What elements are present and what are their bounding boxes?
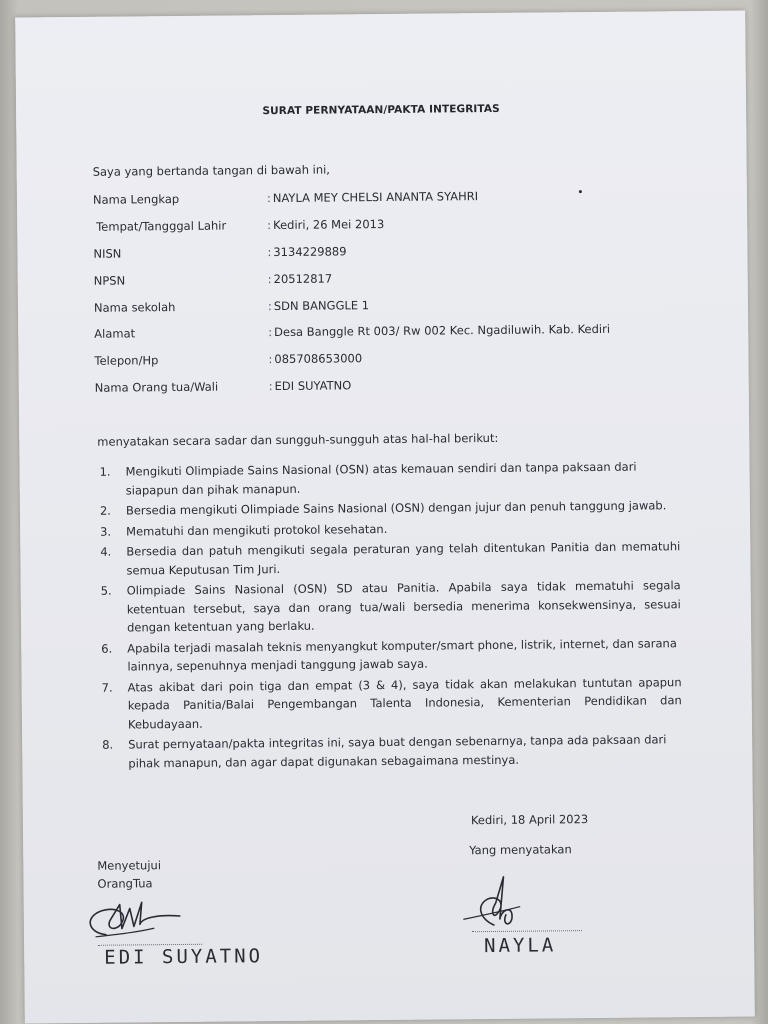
signer-left-sublabel: OrangTua — [97, 876, 153, 891]
field-value: : Kediri, 26 Mei 2013 — [267, 217, 384, 232]
field-label: Nama Lengkap — [92, 191, 180, 207]
list-item — [101, 576, 682, 637]
field-label: Nama sekolah — [93, 300, 176, 315]
field-label: Tempat/Tangggal Lahir — [96, 218, 227, 234]
list-item — [102, 730, 682, 773]
list-item-text: Surat pernyataan/pakta integritas ini, saya buat dengan sebenarnya, tanpa ada paksaan dari pihak manapun, dan agar dapat digunakan sebagaimana mestinya. — [128, 732, 667, 770]
signer-right-label: Yang menyatakan — [469, 842, 572, 858]
field-value: : 3134229889 — [267, 244, 346, 259]
list-item — [100, 537, 680, 580]
list-item — [101, 634, 681, 677]
intro-text: Saya yang bertanda tangan di bawah ini, — [92, 162, 331, 179]
document-title: SURAT PERNYATAAN/PAKTA INTEGRITAS — [262, 102, 500, 118]
list-item-text: Mematuhi dan mengikuti protokol kesehatan. — [126, 521, 388, 538]
list-item — [99, 457, 679, 500]
list-item-number: 2. — [99, 503, 111, 518]
field-value: : NAYLA MEY CHELSI ANANTA SYAHRI — [267, 189, 478, 205]
student-signature — [453, 868, 544, 939]
points-list — [99, 457, 682, 775]
field-value: : 20512817 — [268, 271, 333, 286]
place-date: Kediri, 18 April 2023 — [470, 812, 589, 828]
field-label: Nama Orang tua/Wali — [94, 379, 219, 395]
list-item-text: Bersedia mengikuti Olimpiade Sains Nasional (OSN) dengan jujur dan penuh tanggung jawab. — [125, 498, 667, 518]
list-item-number: 7. — [101, 680, 113, 695]
parent-signature — [76, 894, 196, 945]
list-item-text: Bersedia dan patuh mengikuti segala peraturan yang telah ditentukan Panitia dan mematuhi semua Keputusan Tim Juri. — [126, 539, 681, 577]
document-page — [15, 11, 755, 1024]
list-item-text: Olimpiade Sains Nasional (OSN) SD atau Panitia. Apabila saya tidak mematuhi segala ketentuan tersebut, saya dan orang tua/wali bersedia menerima konsekwensinya, sesuai dengan ketentuan yang berlaku. — [126, 578, 681, 635]
list-item-number: 4. — [100, 544, 112, 559]
field-value: : 085708653000 — [268, 351, 362, 366]
list-item — [102, 673, 683, 734]
signer-left-label: Menyetujui — [97, 858, 162, 873]
statement-text: menyatakan secara sadar dan sungguh-sungguh atas hal-hal berikut: — [97, 430, 499, 449]
student-name-handwritten: NAYLA — [484, 934, 557, 958]
list-item-number: 5. — [100, 583, 112, 598]
list-item-text: Apabila terjadi masalah teknis menyangkut komputer/smart phone, listrik, internet, dan sarana lainnya, sepenuhnya menjadi tanggung jawab saya. — [127, 635, 677, 674]
field-label: Alamat — [94, 326, 136, 341]
parent-name-handwritten: EDI SUYATNO — [104, 945, 264, 969]
list-item-number: 6. — [101, 641, 113, 656]
list-item-number: 8. — [102, 737, 114, 752]
list-item-number: 1. — [99, 464, 111, 479]
field-label: NPSN — [93, 273, 126, 288]
field-label: NISN — [93, 246, 122, 261]
ink-dot — [579, 190, 582, 193]
field-value: : Desa Banggle Rt 003/ Rw 002 Kec. Ngadiluwih. Kab. Kediri — [268, 322, 610, 339]
list-item-number: 3. — [100, 524, 112, 539]
field-value: : SDN BANGGLE 1 — [268, 298, 369, 313]
list-item-text: Mengikuti Olimpiade Sains Nasional (OSN) atas kemauan sendiri dan tanpa paksaan dari siapapun dan pihak manapun. — [125, 459, 637, 497]
field-label: Telepon/Hp — [94, 353, 159, 368]
list-item-text: Atas akibat dari poin tiga dan empat (3 & 4), saya tidak akan melakukan tuntutan apapun kepada Panitia/Balai Pengembangan Talenta Indonesia, Kementerian Pendidikan dan Kebudayaan. — [127, 674, 682, 731]
field-value: : EDI SUYATNO — [269, 378, 352, 393]
